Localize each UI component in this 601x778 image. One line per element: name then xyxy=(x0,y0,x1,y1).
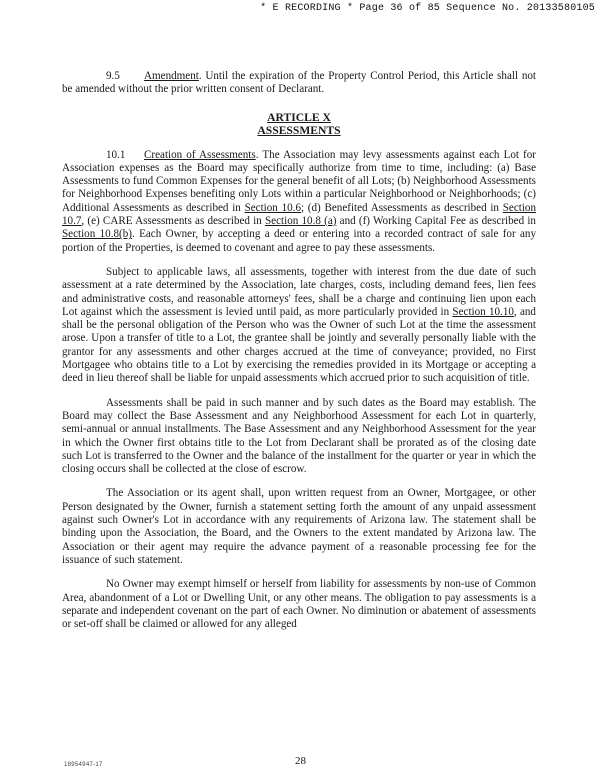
paragraph-text: Subject to applicable laws, all assessments, together with interest from the due date of such assessment at a rate determined by the Association, late charges, costs, including demand fees, lien fees and administrative costs, and reasonable attorneys' fees, shall be a charge and continuing lien upon each Lot against which the assessment is levied until paid, as more particularly provided in xyxy=(62,265,536,318)
section-text: ; (d) Benefited Assessments as described in xyxy=(301,201,503,214)
section-number: 10.1 xyxy=(106,148,126,161)
section-reference: Section 10.10 xyxy=(452,305,514,318)
article-heading xyxy=(62,111,536,137)
section-text: , (e) CARE Assessments as described in xyxy=(81,215,266,228)
section-reference: Section 10.8(b) xyxy=(62,228,132,241)
paragraph-payment: Assessments shall be paid in such manner and by such dates as the Board may establish. The Board may collect the Base Assessment and any Neighborhood Assessment for each Lot in quarterly, semi-annual or annual installments. The Base Assessment and any Neighborhood Assessment for the year in which the Owner first obtains title to the Lot from Declarant shall be prorated as of the closing date such Lot is transferred to the Owner and the balance of the installment for the quarter or year in which the closing occurs shall be collected at the close of escrow. xyxy=(62,396,536,476)
paragraph-text: , and shall be the personal obligation of the Person who was the Owner of such Lot at the time the assessment arose. Upon a transfer of title to a Lot, the grantee shall be jointly and severally personally liable with the grantor for any assessments and other charges accrued at the time of conveyance; provided, no First Mortgagee who obtains title to a Lot by exercising the remedies provided in its Mortgage or accepting a deed in lieu thereof shall be liable for unpaid assessments which accrued prior to such acquisition of title. xyxy=(62,305,536,385)
section-title: Creation of Assessments xyxy=(144,148,256,161)
article-title: ASSESSMENTS xyxy=(257,123,341,137)
section-9-5 xyxy=(62,70,536,97)
paragraph-statement: The Association or its agent shall, upon written request from an Owner, Mortgagee, or other Person designated by the Owner, furnish a statement setting forth the amount of any unpaid assessment against such Owner's Lot in accordance with any requirements of Arizona law. The statement shall be binding upon the Association, the Board, and the Owners to the extent mandated by Arizona law. The Association or their agent may require the advance payment of a reasonable processing fee for the issuance of such statement. xyxy=(62,487,536,566)
section-text: . The Association may levy assessments against each Lot for Association expenses as the Board may specifically authorize from time to time, including: (a) Base Assessments to fund Common Expenses for the general benefit of all Lots; (b) Neighborhood Assessments for Neighborhood Expenses benefiting only Lots within a particular Neighborhood or Neighborhoods; (c) Additional Assessments as described in xyxy=(62,148,536,214)
article-number: ARTICLE X xyxy=(267,110,331,124)
section-text: . Until the expiration of the Property Control Period, this Article shall not be amended without the prior written consent of Declarant. xyxy=(62,70,536,96)
paragraph-applicable-laws xyxy=(62,266,536,386)
section-10-1 xyxy=(62,149,536,255)
section-text: . Each Owner, by accepting a deed or entering into a recorded contract of sale for any portion of the Properties, is deemed to covenant and agree to pay these assessments. xyxy=(62,228,536,254)
section-number: 9.5 xyxy=(106,70,120,82)
paragraph-exemption: No Owner may exempt himself or herself from liability for assessments by non-use of Common Area, abandonment of a Lot or Dwelling Unit, or any other means. The obligation to pay assessments is a separate and independent covenant on the part of each Owner. No diminution or abatement of assessments or set-off shall be claimed or allowed for any alleged xyxy=(62,578,536,631)
section-title: Amendment xyxy=(144,70,199,82)
document-body xyxy=(62,70,536,642)
section-reference: Section 10.6 xyxy=(244,201,301,214)
page-number: 28 xyxy=(295,755,306,767)
recording-stamp: * E RECORDING * Page 36 of 85 Sequence No. 20133580105 xyxy=(260,3,595,14)
section-text: and (f) Working Capital Fee as described in xyxy=(336,215,536,228)
section-reference: Section 10.7 xyxy=(62,201,536,228)
section-reference: Section 10.8 (a) xyxy=(265,215,337,228)
document-id: 18954947-17 xyxy=(64,762,103,768)
